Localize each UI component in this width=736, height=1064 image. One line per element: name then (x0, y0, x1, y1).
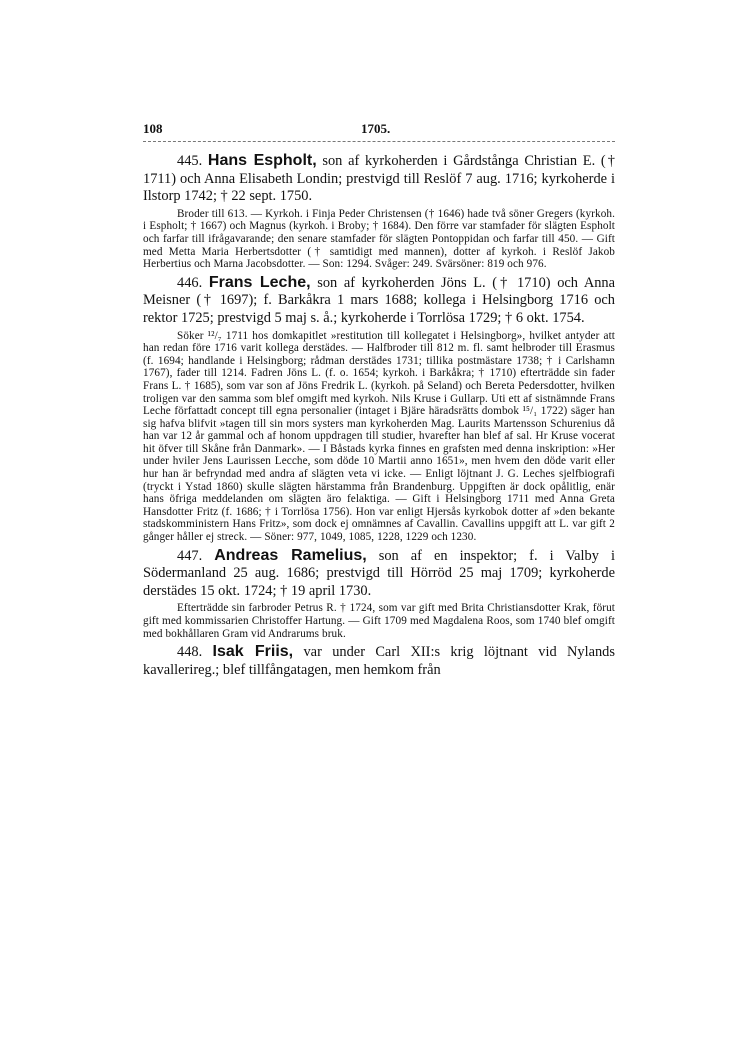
entry-main-text (143, 547, 615, 601)
entry-name: Andreas Ramelius, (214, 546, 367, 564)
page-body (143, 152, 615, 681)
entry-number: 448. (177, 644, 203, 661)
entry-main-text (143, 274, 615, 328)
page-number: 108 (143, 121, 163, 136)
entry-note: Efterträdde sin farbroder Petrus R. † 1724, som var gift med Brita Christiansdotter Krak, förut gift med kommissarien Christoffer Hartung. — Gift 1709 med Magdalena Roos, som 1740 blef omgift med bokhållaren Gram vid Andrarums bruk. (143, 602, 615, 640)
running-head: 1705. (361, 121, 391, 136)
entry-number: 447. (177, 547, 203, 564)
entry-446 (143, 274, 615, 544)
entry-biography: son af en inspektor; f. i Valby i Södermanland 25 aug. 1686; prestvigd till Hörröd 25 maj 1709; kyrkoherde derstädes 15 okt. 1724; † 19 april 1730. (143, 547, 615, 599)
entry-name: Frans Leche, (208, 273, 311, 291)
entry-note: Broder till 613. — Kyrkoh. i Finja Peder Christensen († 1646) hade två söner Gregers (kyrkoh. i Espholt; † 1667) och Magnus (kyrkoh. i Broby; † 1684). Den förre var stamfader för slägten Espholt och farfar till ifrågavarande; den senare stamfader för slägten Pontoppidan och farfar till 450. — Gift med Metta Maria Herbertsdotter († samtidigt med mannen), dotter af kyrkoh. i Reslöf Jakob Herbertius och Marna Jacobsdotter. — Son: 1294. Svåger: 249. Svärsöner: 819 och 976. (143, 207, 615, 271)
entry-448 (143, 643, 615, 679)
entry-biography: var under Carl XII:s krig löjtnant vid Nylands kavallerireg.; blef tillfångatagen, men hemkom från (143, 644, 615, 678)
entry-note: Söker ¹²/₇ 1711 hos domkapitlet »restitution till kollegatet i Helsingborg», hvilket antyder att han redan före 1716 varit kollega derstädes. — Halfbroder till 812 m. fl. samt helbroder till Erasmus (f. 1694; handlande i Helsingborg; rådman derstädes 1731; tillika postmästare 1738; † i Carlshamn 1767), fader till 1214. Fadren Jöns L. (f. o. 1654; kyrkoh. i Barkåkra; † 1710) efterträdde sin fader Frans L. † 1685), som var son af Jöns Fredrik L. (kyrkoh. på Seland) och Bereta Pedersdotter, hvilken troligen var den samma som blef omgift med kyrkoh. Nils Kruse i Gullarp. Uti ett af sistnämnde Frans Leche författadt concept till egna personalier (intaget i Bjäre häradsrätts dombok ¹⁵/₁ 1722) säger han sig hafva blifvit »tagen till sin mors systers man kyrkoherden Mag. Laurits Martensson Schurenius då han var 12 år gammal och af honom uppdragen till studier, hvarefter han blef af sal. Hr Kruse vocerat hit öfver till Skåne från Danmark». — I Båstads kyrka finnes en grafsten med denna inskription: »Her under hviler Jens Laurissen Lecche, som döde 10 Martii anno 1651», men hvem den döde varit eller hur han är befryndad med andra af slägten veta vi icke. — Enligt löjtnant J. G. Leches sjelfbiografi (tryckt i Ystad 1860) skulle slägten härstamma från Brandenburg. Uppgiften är dock opålitlig, enär hans öfriga meddelanden om slägten äro felaktiga. — Gift i Helsingborg 1711 med Anna Greta Hansdotter Fritz (f. 1686; † i Torrlösa 1756). Hon var enligt Hjersås kyrkobok dotter af »den bekante stadskomministern Hans Fritz», som dock ej omnämnes af Cavallin. Cavallins uppgift att L. var gift 2 gånger håller ej streck. — Söner: 977, 1049, 1085, 1228, 1229 och 1230. (143, 329, 615, 544)
entry-name: Isak Friis, (212, 643, 294, 661)
entry-number: 446. (177, 274, 203, 291)
entry-number: 445. (177, 153, 203, 169)
entry-main-text (143, 152, 615, 206)
page-header (143, 121, 615, 139)
entry-447 (143, 547, 615, 641)
entry-biography: son af kyrkoherden Jöns L. († 1710) och Anna Meisner († 1697); f. Barkåkra 1 mars 1688; kollega i Helsingborg 1716 och rektor 1725; prestvigd 5 maj s. å.; kyrkoherde i Torrlösa 1729; † 6 okt. 1754. (143, 274, 615, 326)
entry-name: Hans Espholt, (207, 152, 317, 169)
entry-biography: son af kyrkoherden i Gårdstånga Christian E. († 1711) och Anna Elisabeth Londin; prestvigd till Reslöf 7 aug. 1716; kyrkoherde i Ilstorp 1742; † 22 sept. 1750. (143, 153, 615, 205)
entry-main-text (143, 643, 615, 679)
entry-445 (143, 152, 615, 271)
header-rule (143, 141, 615, 142)
